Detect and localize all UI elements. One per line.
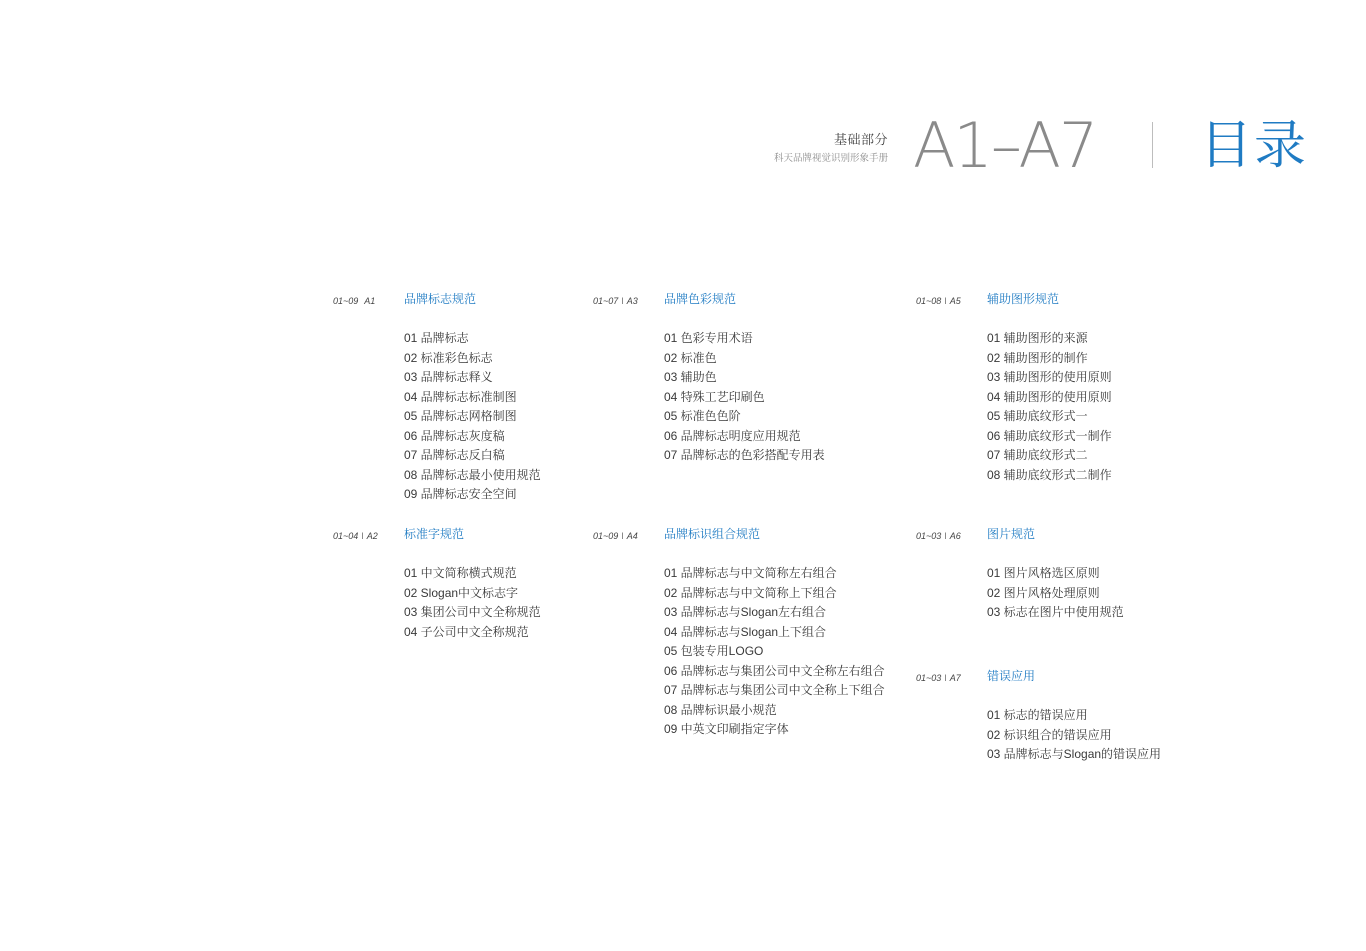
manual-title: 科天品牌视觉识别形象手册 [773, 153, 888, 164]
toc-item[interactable]: 08 品牌标志最小使用规范 [404, 467, 541, 482]
section-item-list [987, 564, 1124, 623]
toc-item[interactable]: 01 品牌标志与中文简称左右组合 [664, 566, 837, 580]
toc-item[interactable]: 07 品牌标志与集团公司中文全称上下组合 [664, 683, 885, 697]
section-title[interactable]: 品牌色彩规范 [664, 292, 737, 306]
section-item-list [987, 706, 1161, 765]
toc-item[interactable]: 03 集团公司中文全称规范 [404, 605, 541, 619]
toc-item[interactable]: 01 中文简称横式规范 [404, 566, 517, 580]
toc-item[interactable]: 02 图片风格处理原则 [987, 585, 1100, 600]
toc-item[interactable]: 06 辅助底纹形式一制作 [987, 428, 1112, 443]
section-label: 基础部分 [833, 132, 888, 147]
section-item-list [664, 329, 825, 466]
toc-item[interactable]: 04 辅助图形的使用原则 [987, 389, 1112, 404]
section-title[interactable]: 品牌标志规范 [404, 292, 477, 306]
toc-item[interactable]: 03 标志在图片中使用规范 [987, 605, 1124, 619]
toc-item[interactable]: 05 标准色色阶 [664, 409, 741, 423]
section-title[interactable]: 错误应用 [987, 669, 1036, 683]
section-title[interactable]: 图片规范 [987, 527, 1036, 541]
toc-heading: 目录 [1200, 116, 1309, 176]
section-title[interactable]: 辅助图形规范 [987, 292, 1060, 306]
toc-item[interactable]: 07 辅助底纹形式二 [987, 448, 1088, 462]
toc-item[interactable]: 04 品牌标志与Slogan上下组合 [664, 624, 827, 639]
section-code: 01~08 I A5 [916, 296, 961, 306]
toc-item[interactable]: 02 品牌标志与中文简称上下组合 [664, 585, 837, 600]
section-code: 01~07 I A3 [593, 296, 638, 306]
toc-item[interactable]: 02 Slogan中文标志字 [404, 585, 519, 600]
toc-item[interactable]: 06 品牌标志灰度稿 [404, 428, 505, 443]
section-item-list [664, 564, 885, 740]
section-code: 01~03 I A7 [916, 673, 961, 683]
toc-item[interactable]: 01 图片风格选区原则 [987, 566, 1100, 580]
toc-item[interactable]: 03 品牌标志与Slogan左右组合 [664, 605, 827, 619]
toc-item[interactable]: 01 色彩专用术语 [664, 331, 753, 345]
section-title[interactable]: 品牌标识组合规范 [664, 527, 761, 541]
toc-item[interactable]: 03 辅助图形的使用原则 [987, 370, 1112, 384]
section-code: 01~09 I A4 [593, 531, 638, 541]
toc-item[interactable]: 01 品牌标志 [404, 331, 469, 345]
section-code: 01~03 I A6 [916, 531, 961, 541]
toc-item[interactable]: 05 辅助底纹形式一 [987, 409, 1088, 423]
toc-item[interactable]: 04 子公司中文全称规范 [404, 624, 529, 639]
toc-item[interactable]: 04 品牌标志标准制图 [404, 389, 517, 404]
section-title[interactable]: 标准字规范 [404, 527, 465, 541]
toc-item[interactable]: 08 辅助底纹形式二制作 [987, 467, 1112, 482]
section-code: 01~04 I A2 [333, 531, 378, 541]
toc-item[interactable]: 02 标准色 [664, 350, 717, 365]
toc-item[interactable]: 09 品牌标志安全空间 [404, 487, 517, 501]
toc-item[interactable]: 07 品牌标志的色彩搭配专用表 [664, 448, 825, 462]
section-code: 01~09 A1 [333, 296, 376, 306]
toc-item[interactable]: 09 中英文印刷指定字体 [664, 722, 789, 736]
toc-item[interactable]: 02 标准彩色标志 [404, 350, 493, 365]
chapter-range: A1–A7 [913, 109, 1097, 182]
toc-item[interactable]: 04 特殊工艺印刷色 [664, 389, 765, 404]
header-subtitle-block [774, 131, 888, 166]
toc-item[interactable]: 08 品牌标识最小规范 [664, 702, 777, 717]
section-item-list [404, 564, 541, 642]
toc-item[interactable]: 02 辅助图形的制作 [987, 350, 1088, 365]
toc-item[interactable]: 03 品牌标志释义 [404, 370, 493, 384]
toc-item[interactable]: 06 品牌标志明度应用规范 [664, 428, 801, 443]
toc-item[interactable]: 02 标识组合的错误应用 [987, 727, 1112, 742]
toc-item[interactable]: 01 辅助图形的来源 [987, 331, 1088, 345]
section-item-list [404, 329, 541, 505]
toc-item[interactable]: 06 品牌标志与集团公司中文全称左右组合 [664, 663, 885, 678]
toc-item[interactable]: 05 品牌标志网格制图 [404, 409, 517, 423]
toc-item[interactable]: 05 包装专用LOGO [664, 644, 764, 658]
toc-item[interactable]: 03 辅助色 [664, 370, 717, 384]
header-divider [1152, 122, 1153, 168]
toc-item[interactable]: 07 品牌标志反白稿 [404, 448, 505, 462]
section-item-list [987, 329, 1112, 485]
toc-item[interactable]: 01 标志的错误应用 [987, 708, 1088, 722]
toc-item[interactable]: 03 品牌标志与Slogan的错误应用 [987, 747, 1162, 761]
